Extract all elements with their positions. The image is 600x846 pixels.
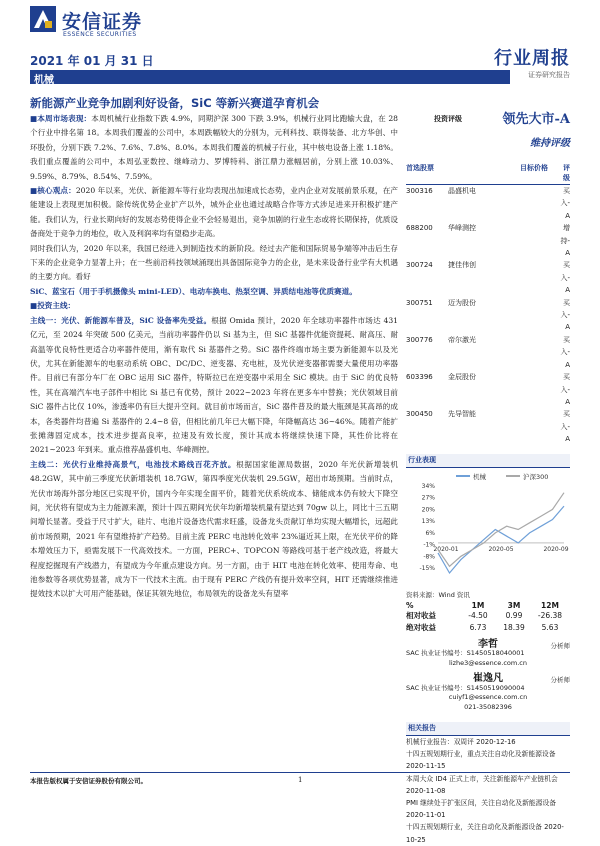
table-cell: 晶盛机电 [448,187,476,195]
column-header: 首选股票 [406,164,434,172]
legend-label: 机械 [473,472,486,481]
tick-label: 2020-09 [543,545,569,553]
doc-subtype: 证券研究报告 [528,71,570,79]
table-cell: 买入-A [560,335,570,369]
table-cell: 相对收益 [406,610,436,620]
analyst-name: 李哲 [478,638,498,650]
paragraph [30,299,398,313]
table-cell: 先导智能 [448,410,476,419]
sidebar [406,108,570,846]
table-cell [520,297,558,334]
column-header: 评级 [563,164,570,182]
tick-label: 2020-05 [488,545,514,553]
column-header: 1M [471,600,485,610]
tick-label: 27% [421,494,435,502]
analyst-phone: 021-35082396 [464,702,512,711]
paragraph-lead: 核心观点： [37,186,76,196]
table-row [406,371,570,408]
table-cell: 迈为股份 [448,298,476,307]
brand-name: 安信证券 [62,11,143,33]
table-cell [520,371,558,408]
table-cell [520,222,558,259]
table-row [406,334,570,371]
stock-table-header [406,163,570,185]
rating [406,108,570,130]
doc-type: 行业周报 [494,48,570,69]
tick-label: -8% [423,552,435,560]
analyst [406,674,570,712]
paragraph [30,458,398,602]
paragraph-text: 2020 年以来，光伏、新能源车等行业均表现出加速成长态势，业内企业对发展前景乐观，在产能建设上表现更加积极。除传统优势企业扩产以外，城外企业也通过战略合作等方式涉足进来开积极扩建产能。我们认为，行业长期向好的发展态势使得企业不会轻易退出，竞争加剧的行业生态或将长期保持，优质设备商处于竞争力的地位，收入及利润率均有望稳步走高。 [30,186,398,239]
table-cell: 增持-A [560,224,570,258]
bullet-icon: ■ [30,114,38,123]
tick-label: 2020-01 [433,545,459,553]
table-cell: 买入-A [560,410,570,444]
table-cell [520,185,558,222]
column-header: % [406,600,414,610]
table-cell: -26.38 [537,610,563,620]
analyst-name: 崔逸凡 [473,673,503,685]
table-row [406,610,570,622]
table-cell: 华峰测控 [448,224,476,233]
brand-logo-icon [30,6,56,32]
column-header: 目标价格 [520,164,548,172]
analyst-role: 分析师 [550,641,570,650]
rating-value: 领先大市-A [502,112,570,127]
tick-label: 6% [425,529,435,537]
industry-band [30,70,510,84]
paragraph [30,314,398,458]
table-cell: -4.50 [468,610,488,620]
tick-label: 20% [421,505,435,513]
table-cell: 300724 [406,261,433,270]
paragraph [30,242,398,285]
table-cell: 买入-A [560,298,570,332]
column-header [448,163,520,183]
paragraph-lead: 投资主线： [37,301,76,311]
table-cell: 帝尔激光 [448,335,476,344]
analyst-email[interactable]: lizhe3@essence.com.cn [449,658,527,667]
paragraph [30,285,398,299]
analyst-cert: SAC 执业证书编号：S1450519090004 [406,683,525,692]
analyst-cert: SAC 执业证书编号：S1450518040001 [406,649,525,658]
table-row [406,185,570,222]
related-report-link[interactable]: 机械行业报告：双周评 2020-12-16 [406,738,516,747]
table-cell: 买入-A [560,261,570,295]
table-cell: 0.99 [505,610,523,620]
table-cell: 买入-A [560,373,570,406]
table-cell: 18.39 [503,622,525,632]
analyst-email[interactable]: cuiyf1@essence.com.cn [448,693,528,702]
table-row [406,222,570,259]
legend-label: 沪深300 [523,472,549,481]
tick-label: 34% [421,482,435,490]
table-cell: 300316 [406,187,433,195]
table-row [406,408,570,445]
related-list [406,736,570,846]
table-cell: 300751 [406,298,433,307]
tick-label: -1% [423,541,435,549]
paragraph-text: SiC、蓝宝石（用于手机摄像头 mini-LED）、电动车换电、热泵空调、异质结电池等优质赛道。 [30,286,357,296]
table-cell: 5.63 [541,622,559,632]
analyst-role: 分析师 [550,676,570,685]
table-row [406,622,570,634]
paragraph-lead: 本周市场表现： [37,114,92,123]
report-date: 2021 年 01 月 31 日 [30,54,154,68]
related-report-link[interactable]: 十四五规划期行业，重点关注自动化及新能源设备 2020-11-15 [406,750,556,771]
table-cell: 6.73 [469,622,487,632]
table-cell [520,408,558,445]
table-cell: 603396 [406,373,433,382]
column-header: 3M [507,600,521,610]
main-text [30,112,398,602]
perf-title: 行业表现 [406,454,570,468]
page-title: 新能源产业竞争加剧利好设备，SiC 等新兴赛道孕育机会 [30,96,320,110]
paragraph-text: 根据国家能源局数据，2020 年光伏新增装机 48.2GW，其中前三季度光伏新增装机 18.7GW，第四季度光伏装机 29.5GW，超出市场预期。当前时点，光伏市场海外部分地区已实现平价，国内今年实现全面平价，随着光伏系统成本、储能成本仍有较大下降空间，光伏将有望成为主力能源来源，预计十四五期间光伏年均新增装机量有望达到 70gw 以上，同比十三五期间增长显著。受益于尺寸扩大，硅片、电池片设备迭代需求旺盛，设备龙头贡献订单均实现大幅增长，远超此前市场预期，2021 年有望维持扩产趋势。目前主流 PERC 电池转化效率 23%逼近其上限，在光伏平价的降本增效压力下，亟需发展下一代高效技术。一方面，PERC+、TOPCON 等路线可基于老产线改造，将最大程度挖掘现有产线潜力，有望成为今年重点建设方向。另一方面，由于 HIT 电池在转化效率、使用寿命、电池参数等各项优势显著，成为下一代技术主流。由于现有 PERC 产线仍有提升效率空间，HIT 还需继续推进提效技术以扩大可用产能基础，保证其领先地位，布局领先的设备龙头有望率 [30,459,398,599]
column-header: 12M [541,600,559,610]
table-row [406,259,570,296]
paragraph [30,112,398,184]
chart-source: 资料来源：Wind 资讯 [406,590,470,599]
series-line [438,492,564,566]
bullet-icon: ■ [30,301,38,311]
paragraph-lead: 主线一：光伏、新能源车普及，SiC 设备率先受益。 [30,315,212,325]
series-line [438,506,564,573]
table-row [406,297,570,334]
related-report-link[interactable]: 本周大众 ID4 正式上市，关注新能源车产业链机会 2020-11-08 [406,774,558,795]
footer-divider [30,772,570,773]
rating-maintain: 维持评级 [530,138,570,149]
perf-chart [406,470,570,590]
table-cell: 买入-A [560,187,570,220]
table-cell [520,334,558,371]
paragraph-text: 同时我们认为，2020 年以来，我国已经进入到制造技术的新阶段。经过去产能和国际贸易争端等冲击后生存下来的企业竞争力显著上升；在一些前沿科技领域涌现出具备国际竞争力的企业，是未来设备行业学有大机遇的主要方向。看好 [30,243,398,282]
page-number: 1 [298,776,303,784]
table-cell: 捷佳伟创 [448,261,476,270]
table-cell: 绝对收益 [406,622,436,632]
industry-label: 机械 [34,75,54,86]
bullet-icon: ■ [30,186,38,196]
paragraph-text: 本周机械行业指数下跌 4.9%，同期沪深 300 下跌 3.9%，机械行业同比跑输大盘，在 28 个行业中排名第 18。本周我们覆盖的公司中，本周跌幅较大的分别为，元利科技、联得装备、北方华创、中环股份，分别下跌 7.2%、7.6%、7.8%、8.0%。本周我们覆盖的机械子行业，其中核电设备上涨 1.18%。我们重点覆盖的公司中，本周弘亚数控、继峰动力、罗博特科、浙江鼎力涨幅居前，分别上涨 10.03%、9.59%、8.79%、8.54%、7.59%。 [30,114,399,181]
related-report-link[interactable]: 十四五规划期行业，关注自动化及新能源设备 2020-10-25 [406,823,564,844]
table-cell [520,259,558,296]
perf-chart-svg [406,470,570,590]
paragraph-lead: 主线二：光伏行业维持高景气，电池技术路线百花齐放。 [30,459,237,469]
related-report-link[interactable]: PMI 继续处于扩张区间，关注自动化及新能源设备 2020-11-01 [406,799,557,820]
paragraph-text: 根据 Omida 预计，2020 年全球功率器件市场达 431 亿元，至 2024 年突破 500 亿美元，当前功率器件仍以 Si 基为主，但 SiC 基器件优能资提耗、耐高压、耐高温等优良特性更适合功率器件使用，渐有取代 Si 基器件之势。SiC 器件终端市场主要为新能源车以及光伏，尤其在新能源车的电驱动系统 OBC、DC/DC、逆变器、充电桩，及光伏逆变器都需要大量使用功率器件。目前已有部分车厂在 OBC 运用 SiC 器件，特斯拉已在逆变器中采用全 SiC 模块。由于 SiC 的优良特性，其在高端汽车电子部件中相比 Si 基已有优势，预计 2022~2023 年将在更多车中替换；光伏领域目前 SiC 器件占比仅 10%，渗透率仍有巨大提升空间。就目前市场而言，SiC 器件普及的最大瓶颈是其高昂的成本，各类器件均普遍 Si 基器件的 2.4~8 倍，但相比前几年已大幅下降，年降幅高达 36~46%。随着产能扩张摊薄固定成本，技术进步提高良率，拉速及有效长度，预计其成本将继续快速下降，其性价比将在 2021~2023 年到来。重点推荐晶盛机电、华峰测控。 [30,315,399,455]
rating-label: 投资评级 [434,115,462,123]
brand-logo [30,6,160,42]
table-cell: 300776 [406,335,433,344]
table-cell: 金辰股份 [448,373,476,382]
perf-table-header [406,601,570,610]
perf-table [406,610,570,634]
related-title: 相关报告 [406,722,570,736]
table-cell: 688200 [406,224,433,233]
tick-label: 13% [421,517,435,525]
paragraph [30,184,398,242]
brand-name-en: ESSENCE SECURITIES [63,31,137,38]
analyst [406,640,570,669]
stock-table [406,185,570,446]
tick-label: -15% [419,564,435,572]
footer: 本报告版权属于安信证券股份有限公司。 [30,777,147,785]
table-cell: 300450 [406,410,433,419]
